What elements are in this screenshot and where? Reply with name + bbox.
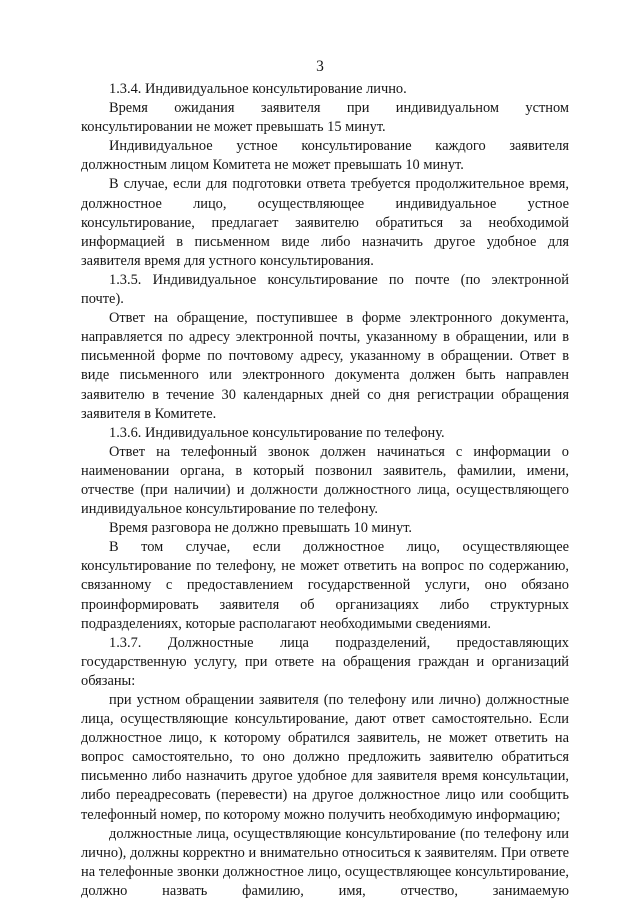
document-body <box>81 80 569 901</box>
paragraph-electronic-reply: Ответ на обращение, поступившее в форме электронного документа, направляется по адресу электронной почты, указанному в обращении, или в письменной форме по почтовому адресу, указанному в обращении. Ответ в виде письменного или электронного документа должен быть направлен заявителю в течение 30 календарных дней со дня регистрации обращения заявителя в Комитете. <box>81 310 569 422</box>
paragraph-courtesy: должностные лица, осуществляющие консультирование (по телефону или лично), должны корректно и внимательно относиться к заявителям. При ответе на телефонные звонки должностное лицо, осуществляющее консультирование, должно назвать фамилию, имя, отчество, занимаемую <box>81 825 569 899</box>
paragraph-phone-answer: Ответ на телефонный звонок должен начинаться с информации о наименовании органа, в который позвонил заявитель, фамилии, имени, отчестве (при наличии) и должности должностного лица, осуществляющего индивидуальное консультирование по телефону. <box>81 443 569 518</box>
paragraph-1-3-5-heading: 1.3.5. Индивидуальное консультирование по почте (по электронной почте). <box>81 271 569 308</box>
paragraph-1-3-6-heading: 1.3.6. Индивидуальное консультирование по телефону. <box>109 424 445 441</box>
paragraph-long-preparation: В случае, если для подготовки ответа требуется продолжительное время, должностное лицо, осуществляющее индивидуальное устное консультирование, предлагает заявителю обратиться за необходимой информацией в письменном виде либо назначить другое удобное для заявителя время для устного консультирования. <box>81 176 569 269</box>
paragraph-oral-consultation-limit: Индивидуальное устное консультирование каждого заявителя должностным лицом Комитета не может превышать 10 минут. <box>81 138 569 174</box>
paragraph-1-3-4-heading: 1.3.4. Индивидуальное консультирование лично. <box>109 81 407 97</box>
page-number: 3 <box>316 58 324 75</box>
paragraph-waiting-time: Время ожидания заявителя при индивидуальном устном консультировании не может превышать 15 минут. <box>81 100 569 136</box>
paragraph-oral-request: при устном обращении заявителя (по телефону или лично) должностные лица, осуществляющие консультирование, дают ответ самостоятельно. Если должностное лицо, к которому обратился заявитель, не может ответить на вопрос самостоятельно, то оно должно предложить заявителю обратиться письменно либо назначить другое удобное для заявителя время консультации, либо переадресовать (перевести) на другое должностное лицо или сообщить телефонный номер, по которому можно получить необходимую информацию; <box>81 692 569 823</box>
paragraph-1-3-7-heading: 1.3.7. Должностные лица подразделений, предоставляющих государственную услугу, при ответе на обращения граждан и организаций обязаны: <box>81 634 569 689</box>
paragraph-call-duration: Время разговора не должно превышать 10 минут. <box>109 520 413 537</box>
paragraph-cannot-answer: В том случае, если должностное лицо, осуществляющее консультирование по телефону, не может ответить на вопрос по содержанию, связанному с предоставлением государственной услуги, оно обязано проинформировать заявителя об организациях либо структурных подразделениях, которые располагают необходимыми сведениями. <box>81 539 569 632</box>
